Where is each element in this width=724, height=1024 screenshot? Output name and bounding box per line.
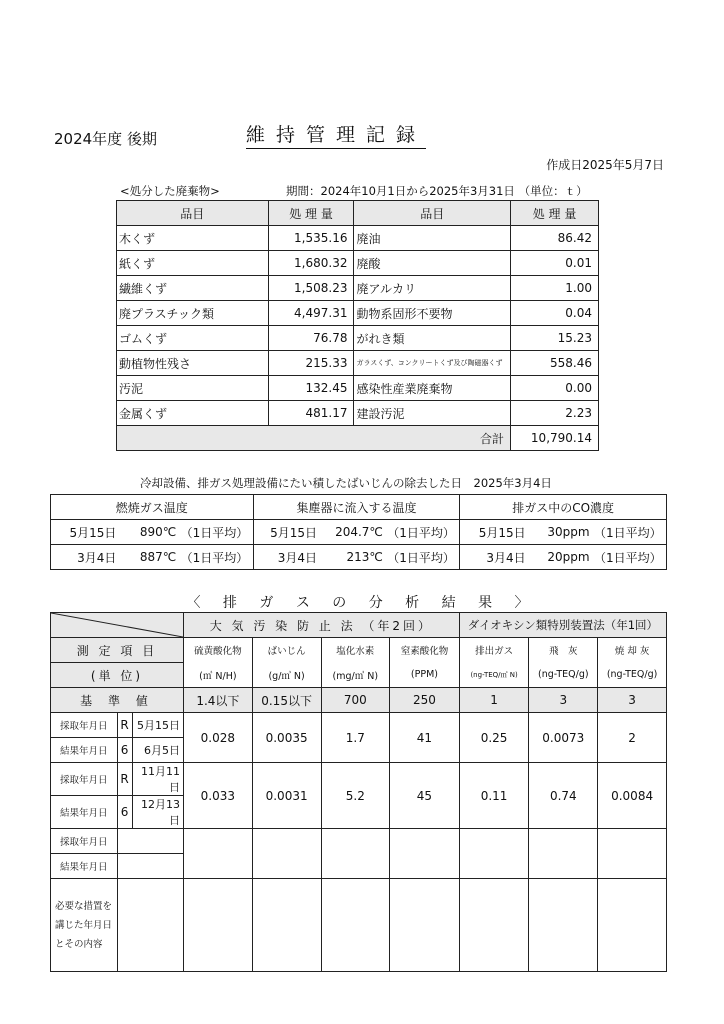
result-date: 12月13日: [132, 796, 183, 829]
result-value: 0.25: [459, 713, 529, 763]
date-cell: 5月15日: [253, 520, 317, 545]
result-date-label: 結果年月日: [51, 854, 118, 879]
result-value: 0.74: [529, 763, 598, 829]
waste-amount: 1.00: [511, 276, 599, 301]
empty-cell: [321, 829, 390, 879]
temperature-header-row: [51, 495, 667, 520]
item-label: 測 定 項 目: [51, 638, 184, 663]
table-row: [51, 763, 667, 796]
column-unit: (ng-TEQ/g): [598, 663, 667, 688]
total-label: 合計: [117, 426, 511, 451]
waste-amount: 15.23: [511, 326, 599, 351]
diagonal-corner-cell: [51, 613, 184, 638]
combustion-gas-temp-header: 燃焼ガス温度: [51, 495, 254, 520]
avg-note: （1日平均）: [176, 545, 253, 570]
empty-cell: [598, 829, 667, 879]
waste-amount: 558.46: [511, 351, 599, 376]
avg-note: （1日平均）: [383, 545, 460, 570]
waste-item: ガラスくず、コンクリートくず及び陶磁器くず: [354, 351, 511, 376]
waste-period: 期間：2024年10月1日から2025年3月31日 （単位：ｔ）: [286, 184, 588, 198]
col-amount-right: 処 理 量: [511, 201, 599, 226]
value-cell: 204.7℃: [317, 520, 383, 545]
date-cell: 3月4日: [460, 545, 526, 570]
created-date: 作成日2025年5月7日: [546, 158, 664, 172]
waste-item: 廃アルカリ: [354, 276, 511, 301]
waste-amount: 4,497.31: [268, 301, 354, 326]
waste-amount: 215.33: [268, 351, 354, 376]
measures-date-cell: [117, 879, 184, 972]
standard-value: 1: [459, 688, 529, 713]
waste-amount: 1,508.23: [268, 276, 354, 301]
empty-cell: [184, 879, 253, 972]
page-title: 維持管理記録: [246, 120, 426, 149]
standard-value: 0.15以下: [252, 688, 321, 713]
col-amount-left: 処 理 量: [268, 201, 354, 226]
table-row: [117, 226, 599, 251]
law-header-row: [51, 613, 667, 638]
result-date-label: 結果年月日: [51, 738, 118, 763]
sample-date: 5月15日: [132, 713, 183, 738]
diagonal-line: [51, 613, 183, 637]
column-name: 排出ガス: [459, 638, 529, 663]
value-cell: 30ppm: [526, 520, 590, 545]
standard-value: 3: [529, 688, 598, 713]
waste-item: 動物系固形不要物: [354, 301, 511, 326]
waste-amount: 0.04: [511, 301, 599, 326]
waste-header-row: [117, 201, 599, 226]
total-row: [117, 426, 599, 451]
air-pollution-law-header: 大 気 汚 染 防 止 法 （年2回）: [184, 613, 460, 638]
waste-amount: 1,535.16: [268, 226, 354, 251]
waste-item: がれき類: [354, 326, 511, 351]
column-unit: (㎥ N/H): [184, 663, 253, 688]
result-value: 0.11: [459, 763, 529, 829]
empty-date-cell: [117, 829, 184, 854]
value-cell: 20ppm: [526, 545, 590, 570]
empty-cell: [390, 879, 460, 972]
empty-cell: [321, 879, 390, 972]
waste-item: 汚泥: [117, 376, 269, 401]
column-name: 焼 却 灰: [598, 638, 667, 663]
waste-amount: 0.01: [511, 251, 599, 276]
table-row: [117, 276, 599, 301]
column-name: 窒素酸化物: [390, 638, 460, 663]
dioxin-law-header: ダイオキシン類特別装置法（年1回）: [459, 613, 666, 638]
result-value: 0.0035: [252, 713, 321, 763]
value-cell: 887℃: [116, 545, 176, 570]
empty-cell: [459, 879, 529, 972]
avg-note: （1日平均）: [590, 545, 667, 570]
table-row: [117, 251, 599, 276]
date-cell: 3月4日: [51, 545, 117, 570]
waste-amount: 132.45: [268, 376, 354, 401]
table-row: [117, 351, 599, 376]
waste-item: 建設汚泥: [354, 401, 511, 426]
standard-row: [51, 688, 667, 713]
standard-value: 1.4以下: [184, 688, 253, 713]
waste-item: 金属くず: [117, 401, 269, 426]
measures-row: [51, 879, 667, 972]
sample-date-label: 採取年月日: [51, 763, 118, 796]
era-year: 6: [117, 796, 132, 829]
era-label: R: [117, 713, 132, 738]
table-row: [117, 301, 599, 326]
total-value: 10,790.14: [511, 426, 599, 451]
empty-cell: [459, 829, 529, 879]
table-row: [51, 545, 667, 570]
result-value: 45: [390, 763, 460, 829]
sample-date: 11月11日: [132, 763, 183, 796]
fiscal-term: 2024年度 後期: [54, 130, 157, 148]
avg-note: （1日平均）: [590, 520, 667, 545]
result-value: 1.7: [321, 713, 390, 763]
waste-amount: 86.42: [511, 226, 599, 251]
value-cell: 213℃: [317, 545, 383, 570]
item-name-row: [51, 638, 667, 663]
column-unit: (mg/㎥ N): [321, 663, 390, 688]
waste-item: 紙くず: [117, 251, 269, 276]
result-value: 0.0073: [529, 713, 598, 763]
column-name: 塩化水素: [321, 638, 390, 663]
era-year: 6: [117, 738, 132, 763]
empty-cell: [390, 829, 460, 879]
result-value: 41: [390, 713, 460, 763]
avg-note: （1日平均）: [176, 520, 253, 545]
result-date: 6月5日: [132, 738, 183, 763]
waste-amount: 0.00: [511, 376, 599, 401]
table-row: [51, 829, 667, 854]
standard-value: 700: [321, 688, 390, 713]
waste-item: 繊維くず: [117, 276, 269, 301]
avg-note: （1日平均）: [383, 520, 460, 545]
waste-table: [116, 200, 599, 451]
col-item-left: 品目: [117, 201, 269, 226]
era-label: R: [117, 763, 132, 796]
waste-caption: <処分した廃棄物>: [120, 184, 220, 198]
waste-item: 動植物性残さ: [117, 351, 269, 376]
waste-amount: 1,680.32: [268, 251, 354, 276]
waste-item: 廃酸: [354, 251, 511, 276]
date-cell: 5月15日: [460, 520, 526, 545]
result-value: 0.0084: [598, 763, 667, 829]
result-value: 2: [598, 713, 667, 763]
empty-cell: [252, 829, 321, 879]
empty-cell: [529, 829, 598, 879]
empty-cell: [184, 829, 253, 879]
unit-label: (単 位): [51, 663, 184, 688]
table-row: [117, 376, 599, 401]
analysis-table: [50, 612, 667, 972]
dust-collector-temp-header: 集塵器に流入する温度: [253, 495, 460, 520]
column-name: 硫黄酸化物: [184, 638, 253, 663]
empty-cell: [252, 879, 321, 972]
sample-date-label: 採取年月日: [51, 829, 118, 854]
waste-amount: 76.78: [268, 326, 354, 351]
column-name: 飛 灰: [529, 638, 598, 663]
result-value: 5.2: [321, 763, 390, 829]
waste-amount: 481.17: [268, 401, 354, 426]
waste-item: 木くず: [117, 226, 269, 251]
waste-item: 廃プラスチック類: [117, 301, 269, 326]
measures-label: 必要な措置を講じた年月日とその内容: [51, 879, 118, 972]
result-date-label: 結果年月日: [51, 796, 118, 829]
column-unit: (PPM): [390, 663, 460, 688]
date-cell: 3月4日: [253, 545, 317, 570]
value-cell: 890℃: [116, 520, 176, 545]
table-row: [117, 401, 599, 426]
soot-removal-caption: 冷却設備、排ガス処理設備にたい積したばいじんの除去した日 2025年3月4日: [140, 476, 552, 490]
table-row: [51, 520, 667, 545]
waste-item: 廃油: [354, 226, 511, 251]
date-cell: 5月15日: [51, 520, 117, 545]
column-unit: (ng-TEQ/g): [529, 663, 598, 688]
table-row: [51, 713, 667, 738]
empty-cell: [598, 879, 667, 972]
result-value: 0.033: [184, 763, 253, 829]
standard-value: 3: [598, 688, 667, 713]
empty-cell: [529, 879, 598, 972]
standard-value: 250: [390, 688, 460, 713]
empty-date-cell: [117, 854, 184, 879]
result-value: 0.0031: [252, 763, 321, 829]
sample-date-label: 採取年月日: [51, 713, 118, 738]
co-concentration-header: 排ガス中のCO濃度: [460, 495, 667, 520]
column-unit: (g/㎥ N): [252, 663, 321, 688]
result-value: 0.028: [184, 713, 253, 763]
column-unit: (ng-TEQ/㎥ N): [459, 663, 529, 688]
col-item-right: 品目: [354, 201, 511, 226]
standard-label: 基 準 値: [51, 688, 184, 713]
waste-item: ゴムくず: [117, 326, 269, 351]
waste-amount: 2.23: [511, 401, 599, 426]
analysis-title: 〈 排 ガ ス の 分 析 結 果 〉: [186, 595, 538, 611]
unit-row: [51, 663, 667, 688]
column-name: ばいじん: [252, 638, 321, 663]
table-row: [117, 326, 599, 351]
temperature-table: [50, 494, 667, 570]
waste-item: 感染性産業廃棄物: [354, 376, 511, 401]
